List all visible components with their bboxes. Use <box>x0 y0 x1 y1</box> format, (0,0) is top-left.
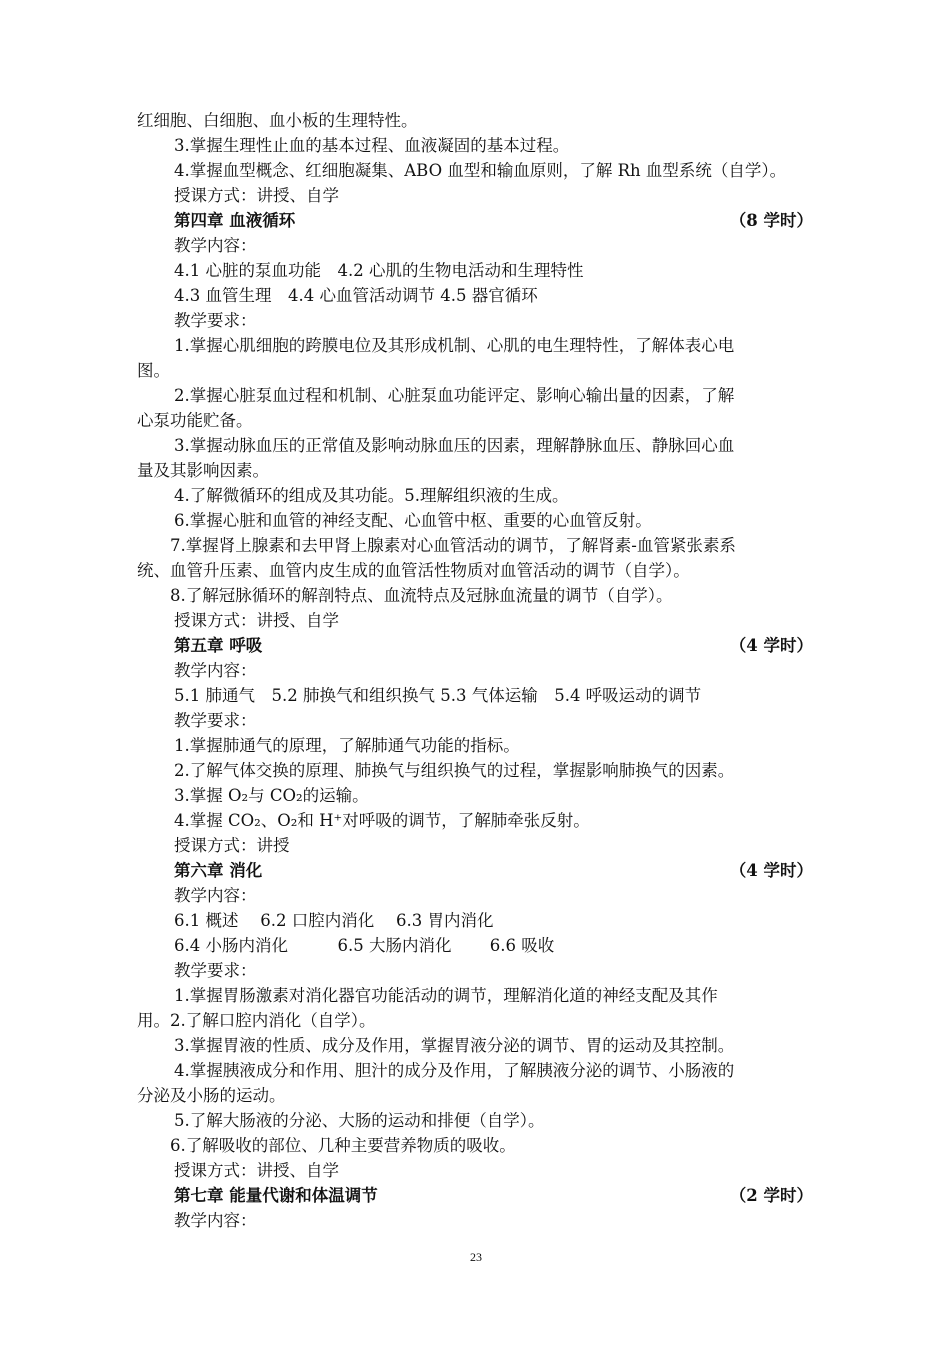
chapter-hours: （4 学时） <box>729 636 813 655</box>
text-line: 统、血管升压素、血管内皮生成的血管活性物质对血管活动的调节（自学）。 <box>137 561 690 580</box>
text-line: 红细胞、白细胞、血小板的生理特性。 <box>137 111 418 130</box>
chapter-hours: （8 学时） <box>729 211 813 230</box>
chapter-hours: （4 学时） <box>729 861 813 880</box>
text-line: 1.掌握心肌细胞的跨膜电位及其形成机制、心肌的电生理特性，了解体表心电 <box>174 336 735 355</box>
text-line: 教学要求： <box>174 311 257 330</box>
page-number: 23 <box>470 1250 482 1264</box>
text-line: 5.了解大肠液的分泌、大肠的运动和排便（自学）。 <box>174 1111 545 1130</box>
text-line: 教学内容： <box>174 1211 257 1230</box>
text-line: 授课方式：讲授 <box>174 836 290 855</box>
text-line: 4.1 心脏的泵血功能 4.2 心肌的生物电活动和生理特性 <box>174 261 584 280</box>
chapter-heading <box>137 208 827 233</box>
text-line: 1.掌握肺通气的原理，了解肺通气功能的指标。 <box>174 736 520 755</box>
text-line: 教学内容： <box>174 236 257 255</box>
text-line: 3.掌握胃液的性质、成分及作用，掌握胃液分泌的调节、胃的运动及其控制。 <box>174 1036 735 1055</box>
chapter-heading <box>137 633 827 658</box>
text-line: 5.1 肺通气 5.2 肺换气和组织换气 5.3 气体运输 5.4 呼吸运动的调节 <box>174 686 702 705</box>
text-line: 2.了解气体交换的原理、肺换气与组织换气的过程，掌握影响肺换气的因素。 <box>174 761 735 780</box>
chapter-heading <box>137 1183 827 1208</box>
chapter-title: 第六章 消化 <box>174 861 263 880</box>
text-line: 图。 <box>137 361 170 380</box>
text-line: 6.4 小肠内消化 6.5 大肠内消化 6.6 吸收 <box>174 936 555 955</box>
chapter-title: 第七章 能量代谢和体温调节 <box>174 1186 378 1205</box>
text-line: 4.了解微循环的组成及其功能。5.理解组织液的生成。 <box>174 486 569 505</box>
text-line: 用。2.了解口腔内消化（自学）。 <box>137 1011 376 1030</box>
text-line: 2.掌握心脏泵血过程和机制、心脏泵血功能评定、影响心输出量的因素，了解 <box>174 386 735 405</box>
text-line: 教学内容： <box>174 661 257 680</box>
text-line: 授课方式：讲授、自学 <box>174 186 339 205</box>
text-line: 6.掌握心脏和血管的神经支配、心血管中枢、重要的心血管反射。 <box>174 511 652 530</box>
chapter-heading <box>137 858 827 883</box>
text-line: 8.了解冠脉循环的解剖特点、血流特点及冠脉血流量的调节（自学）。 <box>170 586 673 605</box>
text-line: 6.1 概述 6.2 口腔内消化 6.3 胃内消化 <box>174 911 494 930</box>
chapter-title: 第四章 血液循环 <box>174 211 296 230</box>
text-line: 7.掌握肾上腺素和去甲肾上腺素对心血管活动的调节，了解肾素-血管紧张素系 <box>170 536 736 555</box>
text-line: 6.了解吸收的部位、几种主要营养物质的吸收。 <box>170 1136 516 1155</box>
text-line: 教学要求： <box>174 711 257 730</box>
text-line: 分泌及小肠的运动。 <box>137 1086 286 1105</box>
text-line: 授课方式：讲授、自学 <box>174 611 339 630</box>
text-line: 量及其影响因素。 <box>137 461 269 480</box>
text-line: 授课方式：讲授、自学 <box>174 1161 339 1180</box>
text-line: 3.掌握生理性止血的基本过程、血液凝固的基本过程。 <box>174 136 570 155</box>
chapter-hours: （2 学时） <box>729 1186 813 1205</box>
chapter-title: 第五章 呼吸 <box>174 636 263 655</box>
page-body <box>137 108 827 1233</box>
text-line: 4.掌握 CO₂、O₂和 H⁺对呼吸的调节，了解肺牵张反射。 <box>174 811 590 830</box>
text-line: 教学内容： <box>174 886 257 905</box>
text-line: 心泵功能贮备。 <box>137 411 253 430</box>
text-line: 1.掌握胃肠激素对消化器官功能活动的调节，理解消化道的神经支配及其作 <box>174 986 718 1005</box>
text-line: 4.掌握血型概念、红细胞凝集、ABO 血型和输血原则，了解 Rh 血型系统（自学）。 <box>174 161 787 180</box>
text-line: 教学要求： <box>174 961 257 980</box>
text-line: 4.3 血管生理 4.4 心血管活动调节 4.5 器官循环 <box>174 286 538 305</box>
text-line: 3.掌握动脉血压的正常值及影响动脉血压的因素，理解静脉血压、静脉回心血 <box>174 436 735 455</box>
text-line: 3.掌握 O₂与 CO₂的运输。 <box>174 786 369 805</box>
text-line: 4.掌握胰液成分和作用、胆汁的成分及作用，了解胰液分泌的调节、小肠液的 <box>174 1061 735 1080</box>
